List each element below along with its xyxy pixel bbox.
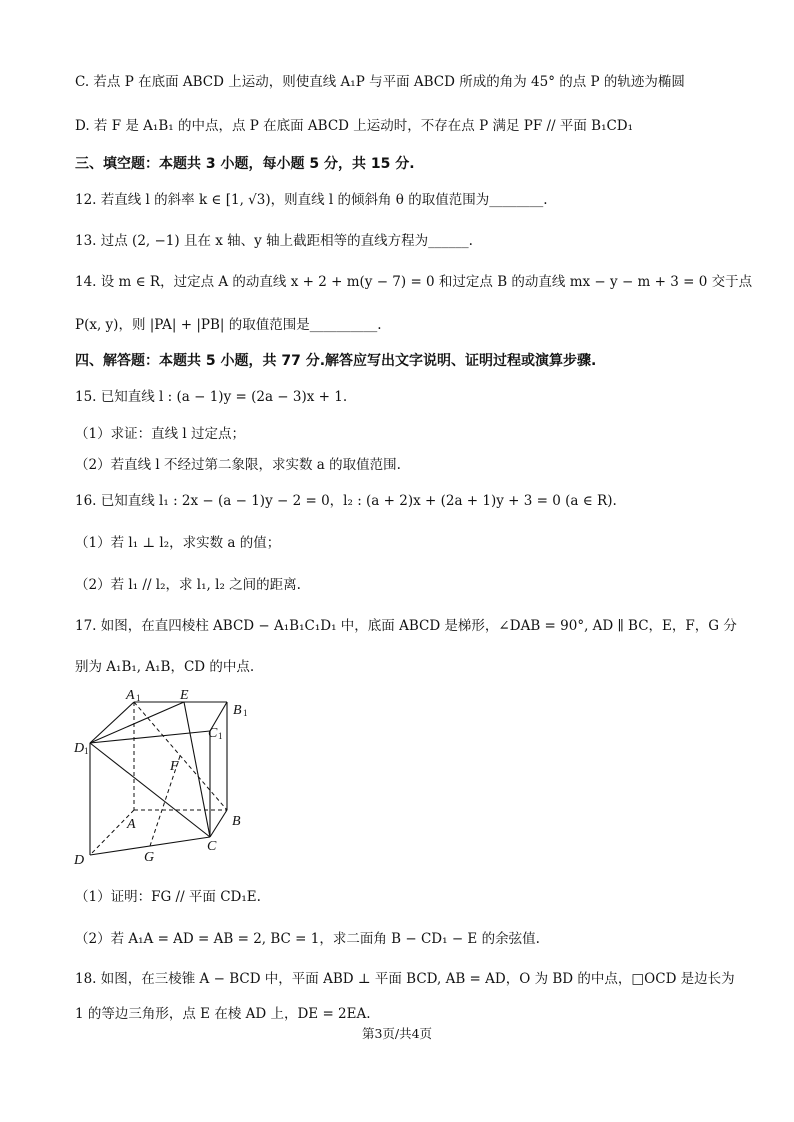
- question-15-part2: （2）若直线 l 不经过第二象限，求实数 a 的取值范围.: [75, 457, 401, 473]
- question-17-part1: （1）证明：FG // 平面 CD₁E.: [75, 889, 261, 905]
- label-a1-sub: 1: [136, 693, 141, 703]
- label-d1-sub: 1: [84, 746, 89, 756]
- question-14-line2: P(x, y)，则 |PA| + |PB| 的取值范围是__________.: [75, 317, 382, 333]
- label-g: G: [144, 850, 155, 865]
- label-b1-sub: 1: [243, 708, 248, 718]
- question-17-part2: （2）若 A₁A = AD = AB = 2, BC = 1，求二面角 B − CD₁ − E 的余弦值.: [75, 931, 540, 947]
- line-option-c: C. 若点 P 在底面 ABCD 上运动，则使直线 A₁P 与平面 ABCD 所成的角为 45° 的点 P 的轨迹为椭圆: [75, 74, 685, 90]
- page-footer: 第3页/共4页: [361, 1026, 433, 1041]
- question-14-line1: 14. 设 m ∈ R，过定点 A 的动直线 x + 2 + m(y − 7) = 0 和过定点 B 的动直线 mx − y − m + 3 = 0 交于点: [75, 274, 753, 290]
- question-15: 15. 已知直线 l : (a − 1)y = (2a − 3)x + 1.: [75, 389, 348, 405]
- question-17-line2: 别为 A₁B₁, A₁B，CD 的中点.: [75, 659, 255, 675]
- question-16-part2: （2）若 l₁ // l₂，求 l₁, l₂ 之间的距离.: [75, 577, 301, 593]
- label-c1: C: [208, 726, 218, 741]
- section-heading-solutions: 四、解答题：本题共 5 小题，共 77 分.解答应写出文字说明、证明过程或演算步骤.: [75, 353, 597, 369]
- question-17-line1: 17. 如图，在直四棱柱 ABCD − A₁B₁C₁D₁ 中，底面 ABCD 是梯形，∠DAB = 90°, AD ∥ BC，E，F，G 分: [75, 618, 737, 634]
- label-d1: D: [74, 741, 85, 756]
- label-c: C: [207, 839, 217, 854]
- label-a: A: [127, 817, 136, 832]
- question-18-line2: 1 的等边三角形，点 E 在棱 AD 上，DE = 2EA.: [75, 1006, 371, 1022]
- label-b: B: [232, 814, 241, 829]
- section-heading-fill-in: 三、填空题：本题共 3 小题，每小题 5 分，共 15 分.: [75, 156, 415, 172]
- label-c1-sub: 1: [218, 731, 223, 741]
- question-12: 12. 若直线 l 的斜率 k ∈ [1, √3)，则直线 l 的倾斜角 θ 的取值范围为________.: [75, 192, 548, 208]
- question-15-part1: （1）求证：直线 l 过定点；: [75, 426, 245, 442]
- question-16-part1: （1）若 l₁ ⊥ l₂，求实数 a 的值；: [75, 535, 281, 551]
- question-18-line1: 18. 如图，在三棱锥 A − BCD 中，平面 ABD ⊥ 平面 BCD, AB = AD，O 为 BD 的中点，□OCD 是边长为: [75, 971, 735, 987]
- prism-figure: [70, 685, 260, 870]
- label-f: F: [170, 759, 179, 774]
- question-13: 13. 过点 (2, −1) 且在 x 轴、y 轴上截距相等的直线方程为______.: [75, 233, 473, 249]
- label-b1: B: [233, 703, 242, 718]
- label-a1: A: [126, 688, 135, 703]
- question-16: 16. 已知直线 l₁ : 2x − (a − 1)y − 2 = 0，l₂ : (a + 2)x + (2a + 1)y + 3 = 0 (a ∈ R).: [75, 493, 617, 509]
- line-option-d: D. 若 F 是 A₁B₁ 的中点，点 P 在底面 ABCD 上运动时，不存在点 P 满足 PF // 平面 B₁CD₁: [75, 118, 634, 134]
- label-e: E: [180, 688, 189, 703]
- label-d: D: [74, 853, 85, 868]
